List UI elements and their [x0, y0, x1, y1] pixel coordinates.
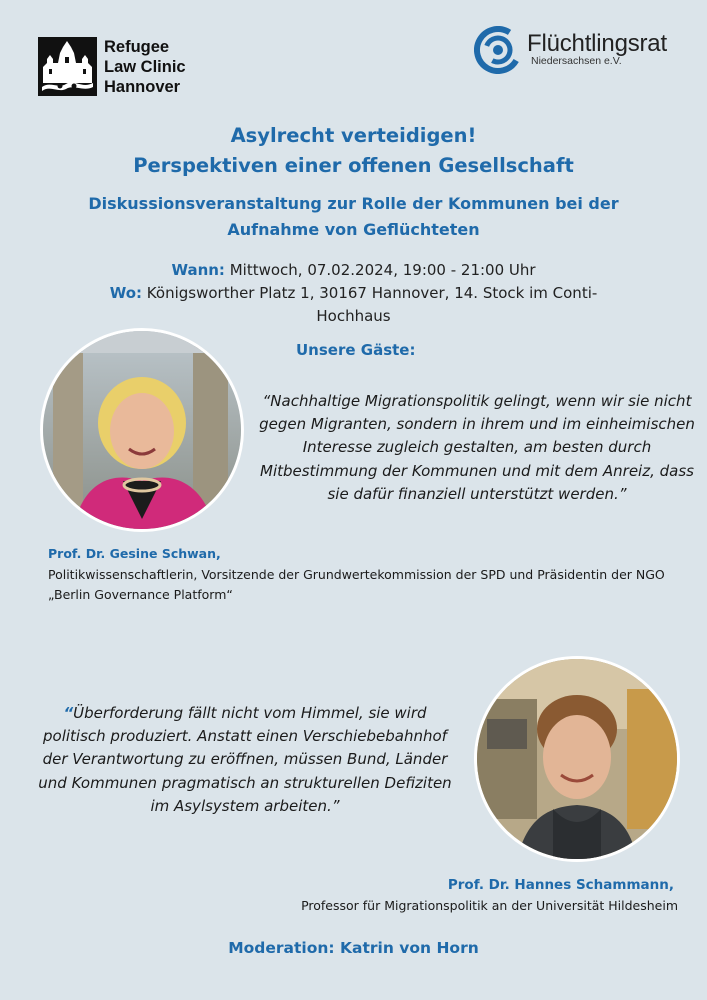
speaker-1-description: Politikwissenschaftlerin, Vorsitzende der Grundwertekommission der SPD und Präsidentin der NGO „Berlin Governance Platform“	[48, 567, 665, 602]
where-value: Königsworther Platz 1, 30167 Hannover, 14. Stock im Conti-	[142, 284, 598, 302]
rlc-line-3: Hannover	[104, 78, 181, 96]
rlc-line-1: Refugee	[104, 38, 170, 56]
refugee-law-clinic-logo	[38, 37, 97, 96]
event-when	[0, 259, 707, 282]
guests-heading: Unsere Gäste:	[296, 341, 416, 359]
speaker-1-quote	[257, 390, 697, 506]
subtitle-line-2: Aufnahme von Geflüchteten	[227, 220, 480, 239]
page-title-line-1: Asylrecht verteidigen!	[230, 124, 477, 147]
castle-icon	[38, 37, 97, 96]
fluechtlingsrat-subtitle: Niedersachsen e.V.	[531, 55, 622, 67]
event-where-continued: Hochhaus	[316, 307, 391, 325]
speaker-2-photo	[474, 656, 680, 862]
speaker-1-photo	[40, 328, 244, 532]
quote-1-line: gegen Migranten, sondern in ihrem und im einheimischen	[259, 415, 695, 434]
moderation-line: Moderation: Katrin von Horn	[228, 939, 479, 957]
quote-2-line: der Verantwortung zu eröffnen, müssen Bund, Länder	[42, 750, 448, 769]
quote-2-first: Überforderung fällt nicht vom Himmel, sie wird	[73, 704, 427, 722]
event-where	[0, 282, 707, 305]
speaker-2-name: Prof. Dr. Hannes Schammann,	[447, 877, 674, 893]
speaker-2-description: Professor für Migrationspolitik an der Universität Hildesheim	[301, 898, 678, 913]
page-title-line-2: Perspektiven einer offenen Gesellschaft	[133, 154, 574, 177]
quote-2-line	[30, 702, 460, 725]
quote-2-line: und Kommunen pragmatisch an strukturellen Defiziten	[38, 773, 452, 792]
rlc-line-2: Law Clinic	[104, 58, 186, 76]
quote-1-line: Interesse zugleich gestalten, am besten durch	[302, 438, 652, 457]
quote-1-line: Mitbestimmung der Kommunen und mit dem Anreiz, dass	[260, 461, 694, 480]
speaker-1-portrait-image	[43, 331, 241, 529]
when-label: Wann:	[171, 261, 225, 279]
quote-1-line: sie dafür finanziell unterstützt werden.”	[327, 484, 627, 503]
speaker-2-quote	[30, 702, 460, 818]
refugee-law-clinic-name	[104, 37, 186, 97]
where-label: Wo:	[109, 284, 143, 302]
when-value: Mittwoch, 07.02.2024, 19:00 - 21:00 Uhr	[224, 261, 536, 279]
quote-2-line: politisch produziert. Anstatt einen Verschiebebahnhof	[43, 727, 447, 746]
fluechtlingsrat-logo-icon	[474, 26, 522, 74]
quote-1-line: “Nachhaltige Migrationspolitik gelingt, wenn wir sie nicht	[262, 392, 692, 410]
quote-2-line: im Asylsystem arbeiten.”	[150, 796, 340, 815]
speaker-2-portrait-image	[477, 659, 677, 859]
speaker-1-name: Prof. Dr. Gesine Schwan,	[48, 546, 221, 561]
subtitle-line-1: Diskussionsveranstaltung zur Rolle der Kommunen bei der	[88, 194, 619, 213]
fluechtlingsrat-name: Flüchtlingsrat	[527, 30, 667, 57]
quote-open-mark: “	[63, 704, 74, 722]
